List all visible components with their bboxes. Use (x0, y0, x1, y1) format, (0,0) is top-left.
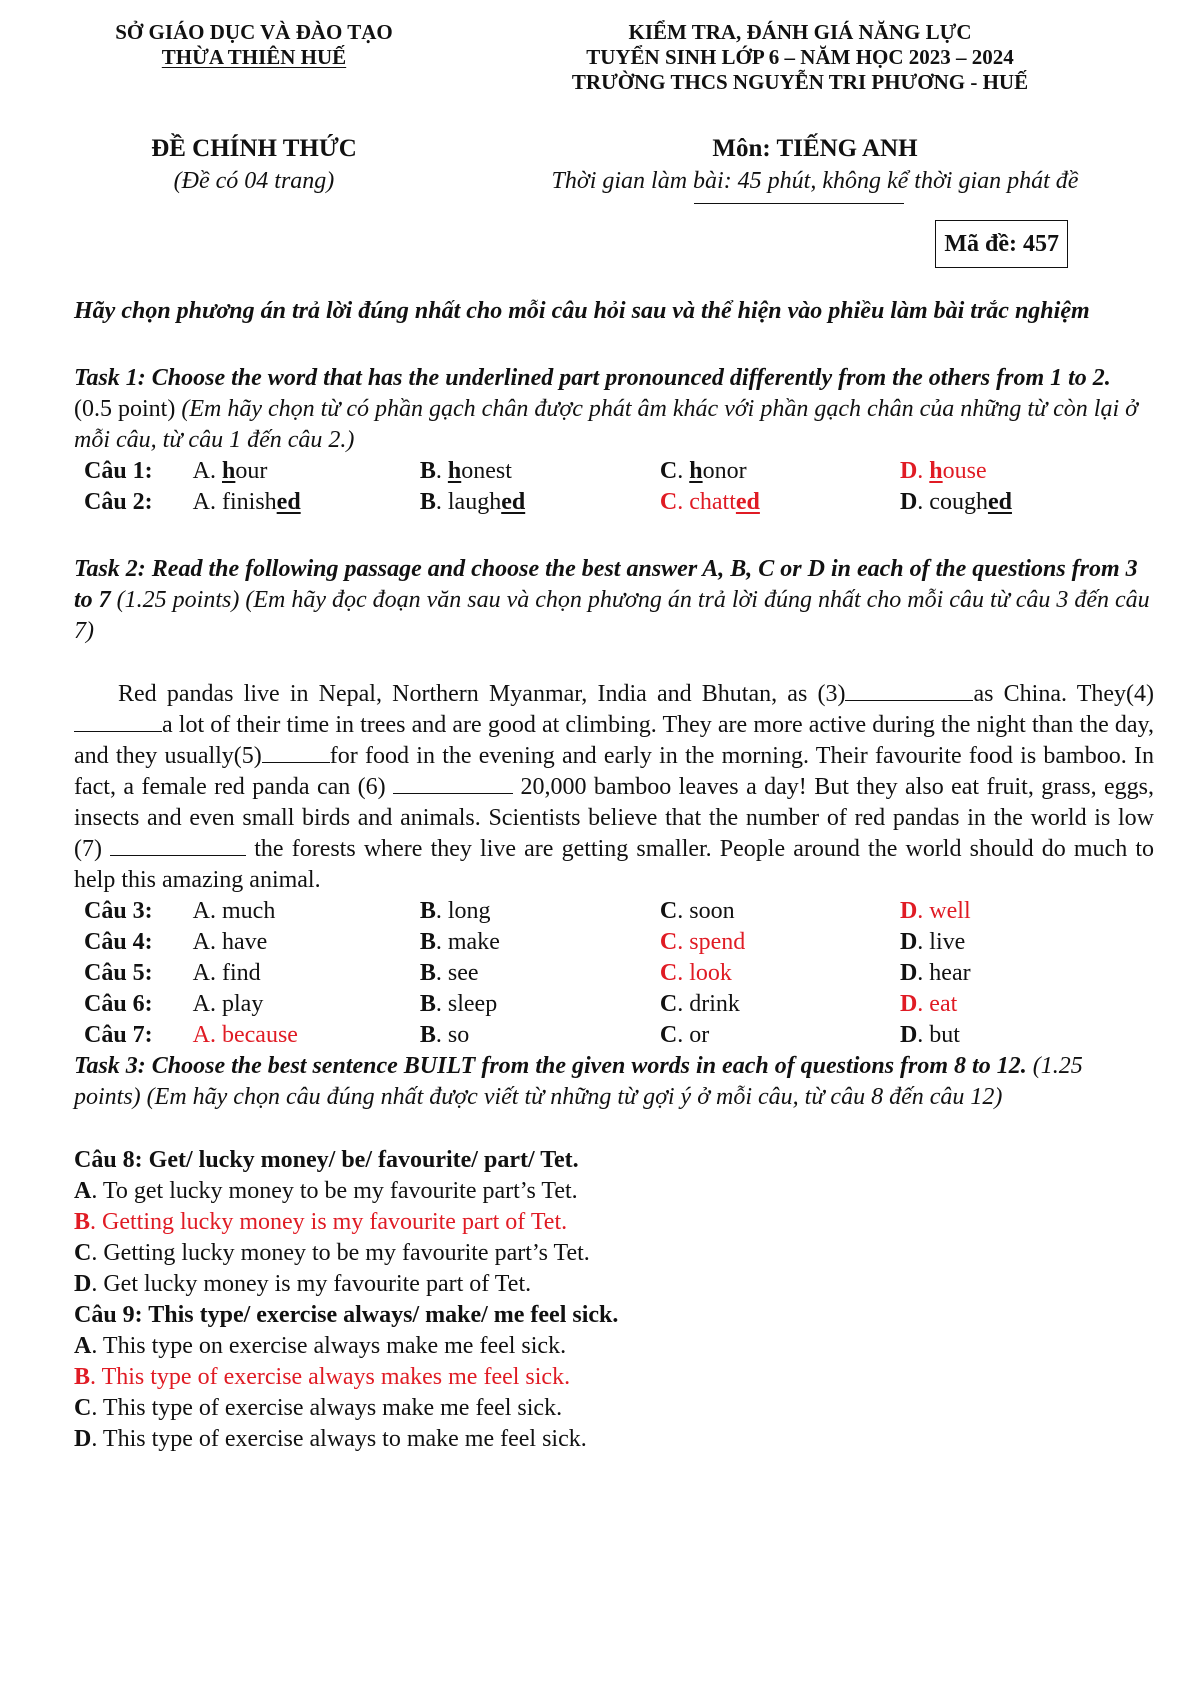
exam-title: KIỂM TRA, ĐÁNH GIÁ NĂNG LỰC (628, 20, 972, 44)
option-d-answer: D. house (899, 458, 987, 484)
q9-option-c: C. This type of exercise always make me feel sick. (74, 1395, 563, 1421)
header (74, 20, 1140, 95)
header-left (84, 20, 424, 95)
question-9-prompt: Câu 9: This type/ exercise always/ make/ me feel sick. (74, 1302, 619, 1328)
exam-code-box: Mã đề: 457 (935, 220, 1068, 268)
option-c: C. soon (659, 898, 735, 924)
question-label: Câu 7: (84, 1022, 153, 1048)
option-a-answer: A. because (192, 1022, 298, 1048)
subheader-right (470, 133, 1160, 197)
question-label: Câu 4: (84, 929, 153, 955)
task3-note: (1.25 points) (Em hãy chọn câu đúng nhất được viết từ những từ gợi ý ở mỗi câu, từ câu 8 đến câu 12) (74, 1053, 1083, 1110)
option-a: A. much (192, 898, 276, 924)
task3 (74, 1051, 1154, 1113)
q9-option-a: A. This type on exercise always make me feel sick. (74, 1333, 567, 1359)
header-rule (694, 203, 904, 204)
option-b: B. honest (419, 458, 512, 484)
reading-passage: Red pandas live in Nepal, Northern Myanmar, India and Bhutan, as (3) as China. They(4)a lot of their time in trees and are good at climbing. They are more active during the night than the day, and they usually(5) for food in the evening and early in the morning. Their favourite food is bamboo. In fact, a female red panda can (6) 20,000 bamboo leaves a day! But they also eat fruit, grass, eggs, insects and even small birds and animals. Scientists believe that the number of red pandas in the world is low (7) the forests where they live are getting smaller. People around the world should do much to help this amazing animal. (74, 681, 1155, 893)
task1-title: Task 1: Choose the word that has the underlined part pronounced differently from the others from 1 to 2. (74, 365, 1111, 391)
option-c: C. drink (659, 991, 740, 1017)
option-a: A. have (192, 929, 268, 955)
time-note: Thời gian làm bài: 45 phút, không kể thời gian phát đề (551, 168, 1079, 194)
question-row-5 (84, 958, 1140, 989)
question-label: Câu 5: (84, 960, 153, 986)
question-row-7 (84, 1020, 1140, 1051)
blank-7 (110, 835, 246, 856)
question-row-3 (84, 896, 1140, 927)
q8-option-c: C. Getting lucky money to be my favourite part’s Tet. (74, 1240, 590, 1266)
option-d: D. live (899, 929, 966, 955)
option-a: A. finished (192, 489, 301, 515)
option-a: A. hour (192, 458, 268, 484)
task2-title: Task 2: Read the following passage and choose the best answer A, B, C or D in each of the questions from 3 to 7 (74, 556, 1138, 613)
option-c-answer: C. look (659, 960, 732, 986)
question-label: Câu 2: (84, 489, 153, 515)
question-label: Câu 6: (84, 991, 153, 1017)
question-row-6 (84, 989, 1140, 1020)
option-a: A. play (192, 991, 264, 1017)
pages-note: (Đề có 04 trang) (173, 168, 335, 194)
option-d: D. coughed (899, 489, 1012, 515)
header-right (490, 20, 1110, 95)
option-d: D. hear (899, 960, 971, 986)
option-d: D. but (899, 1022, 960, 1048)
question-label: Câu 1: (84, 458, 153, 484)
task1 (74, 363, 1154, 456)
option-c-answer: C. spend (659, 929, 746, 955)
option-c-answer: C. chatted (659, 489, 760, 515)
subheader (74, 133, 1140, 197)
option-b: B. make (419, 929, 500, 955)
option-d-answer: D. well (899, 898, 971, 924)
blank-3 (845, 680, 973, 701)
school-name: TRƯỜNG THCS NGUYỄN TRI PHƯƠNG - HUẾ (571, 70, 1029, 94)
option-b: B. see (419, 960, 479, 986)
task1-note: (Em hãy chọn từ có phần gạch chân được phát âm khác với phần gạch chân của những từ còn lại ở mỗi câu, từ câu 1 đến câu 2.) (74, 396, 1138, 453)
blank-5 (262, 742, 330, 763)
blank-6 (393, 773, 513, 794)
q9-option-b-answer: B. This type of exercise always makes me feel sick. (74, 1364, 571, 1390)
option-a: A. find (192, 960, 261, 986)
exam-year: TUYỂN SINH LỚP 6 – NĂM HỌC 2023 – 2024 (586, 45, 1014, 69)
province-name: THỪA THIÊN HUẾ (161, 45, 347, 69)
official-label: ĐỀ CHÍNH THỨC (151, 135, 357, 162)
q9-option-d: D. This type of exercise always to make me feel sick. (74, 1426, 587, 1452)
option-b: B. long (419, 898, 491, 924)
q8-option-b-answer: B. Getting lucky money is my favourite part of Tet. (74, 1209, 568, 1235)
option-b: B. laughed (419, 489, 526, 515)
option-b: B. sleep (419, 991, 498, 1017)
question-8-prompt: Câu 8: Get/ lucky money/ be/ favourite/ part/ Tet. (74, 1147, 579, 1173)
option-c: C. or (659, 1022, 710, 1048)
q8-option-a: A. To get lucky money to be my favourite part’s Tet. (74, 1178, 578, 1204)
task1-points: (0.5 point) (74, 396, 182, 422)
blank-4 (74, 711, 162, 732)
question-label: Câu 3: (84, 898, 153, 924)
q8-option-d: D. Get lucky money is my favourite part of Tet. (74, 1271, 532, 1297)
task2-note: (1.25 points) (Em hãy đọc đoạn văn sau và chọn phương án trả lời đúng nhất cho mỗi câu từ câu 3 đến câu 7) (74, 587, 1150, 644)
department-name: SỞ GIÁO DỤC VÀ ĐÀO TẠO (115, 20, 393, 44)
task3-title: Task 3: Choose the best sentence BUILT from the given words in each of questions from 8 to 12. (74, 1053, 1027, 1079)
option-d-answer: D. eat (899, 991, 958, 1017)
option-c: C. honor (659, 458, 747, 484)
instruction: Hãy chọn phương án trả lời đúng nhất cho mỗi câu hỏi sau và thể hiện vào phiều làm bài trắc nghiệm (74, 298, 1090, 324)
question-row-2 (84, 487, 1140, 518)
question-row-1 (84, 456, 1140, 487)
subject-label: Môn: TIẾNG ANH (712, 135, 918, 162)
question-row-4 (84, 927, 1140, 958)
option-b: B. so (419, 1022, 470, 1048)
subheader-left (84, 133, 424, 197)
task2 (74, 554, 1154, 647)
